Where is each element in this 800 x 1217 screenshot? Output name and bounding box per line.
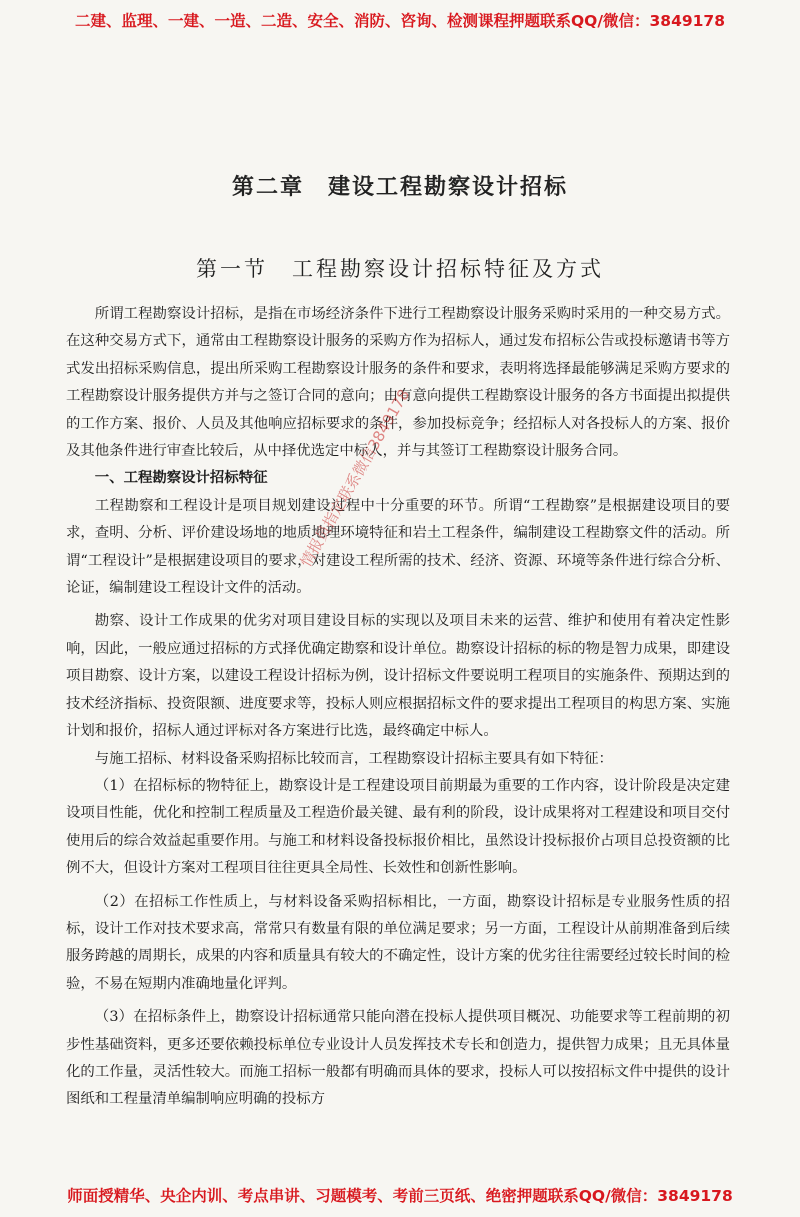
watermark-text: 情报员指定联系微信3849178 [296, 386, 414, 570]
section-title: 第一节 工程勘察设计招标特征及方式 [196, 257, 604, 281]
paragraph-comparison: 与施工招标、材料设备采购招标比较而言，工程勘察设计招标主要具有如下特征： [94, 750, 613, 767]
paragraph-intro: 所谓工程勘察设计招标，是指在市场经济条件下进行工程勘察设计服务采购时采用的一种交易方式。在这种交易方式下，通常由工程勘察设计服务的采购方作为招标人，通过发布招标公告或投标邀请书等方式发出招标采购信息，提出所采购工程勘察设计服务的条件和要求，表明将选择最能够满足采购方要求的工程勘察设计服务提供方并与之签订合同的意向；由有意向提供工程勘察设计服务的各方书面提出拟提供的工作方案、报价、人员及其他响应招标要求的条件，参加投标竞争；经招标人对各投标人的方案、报价及其他条件进行审查比较后，从中择优选定中标人，并与其签订工程勘察设计服务合同。 [66, 306, 730, 460]
paragraph-feature-2: （2）在招标工作性质上，与材料设备采购招标相比，一方面，勘察设计招标是专业服务性质的招标，设计工作对技术要求高，常常只有数量有限的单位满足要求；另一方面，工程设计从前期准备到后续服务跨越的周期长，成果的内容和质量具有较大的不确定性，设计方案的优劣往往需要经过较长时间的检验，不易在短期内准确地量化评判。 [66, 893, 730, 992]
header-banner: 二建、监理、一建、一造、二造、安全、消防、咨询、检测课程押题联系QQ/微信：3849178 [74, 12, 725, 30]
paragraph-feature-3: （3）在招标条件上，勘察设计招标通常只能向潜在投标人提供项目概况、功能要求等工程前期的初步性基础资料，更多还要依赖投标单位专业设计人员发挥技术专长和创造力，提供智力成果；且无具体量化的工作量，灵活性较大。而施工招标一般都有明确而具体的要求，投标人可以按招标文件中提供的设计图纸和工程量清单编制响应明确的投标方 [66, 1009, 730, 1108]
paragraph-definition: 工程勘察和工程设计是项目规划建设过程中十分重要的环节。所谓“工程勘察”是根据建设项目的要求，查明、分析、评价建设场地的地质地理环境特征和岩土工程条件，编制建设工程勘察文件的活动。所谓“工程设计”是根据建设项目的要求，对建设工程所需的技术、经济、资源、环境等条件进行综合分析、论证，编制建设工程设计文件的活动。 [66, 497, 730, 597]
paragraph-importance: 勘察、设计工作成果的优劣对项目建设目标的实现以及项目未来的运营、维护和使用有着决定性影响，因此，一般应通过招标的方式择优确定勘察和设计单位。勘察设计招标的标的物是智力成果，即建设项目勘察、设计方案，以建设工程设计招标为例，设计招标文件要说明工程项目的实施条件、预期达到的技术经济指标、投资限额、进度要求等，投标人则应根据招标文件的要求提出工程项目的构思方案、实施计划和报价，招标人通过评标对各方案进行比选，最终确定中标人。 [66, 613, 730, 740]
footer-banner: 师面授精华、央企内训、考点串讲、习题模考、考前三页纸、绝密押题联系QQ/微信：3849178 [67, 1187, 733, 1205]
subheading-features: 一、工程勘察设计招标特征 [94, 470, 268, 487]
paragraph-feature-1: （1）在招标标的物特征上，勘察设计是工程建设项目前期最为重要的工作内容，设计阶段是决定建设项目性能，优化和控制工程质量及工程造价最关键、最有利的阶段，设计成果将对工程建设和项目交付使用后的综合效益起重要作用。与施工和材料设备投标报价相比，虽然设计投标报价占项目总投资额的比例不大，但设计方案对工程项目往往更具全局性、长效性和创新性影响。 [66, 777, 730, 877]
chapter-title: 第二章 建设工程勘察设计招标 [231, 175, 568, 200]
